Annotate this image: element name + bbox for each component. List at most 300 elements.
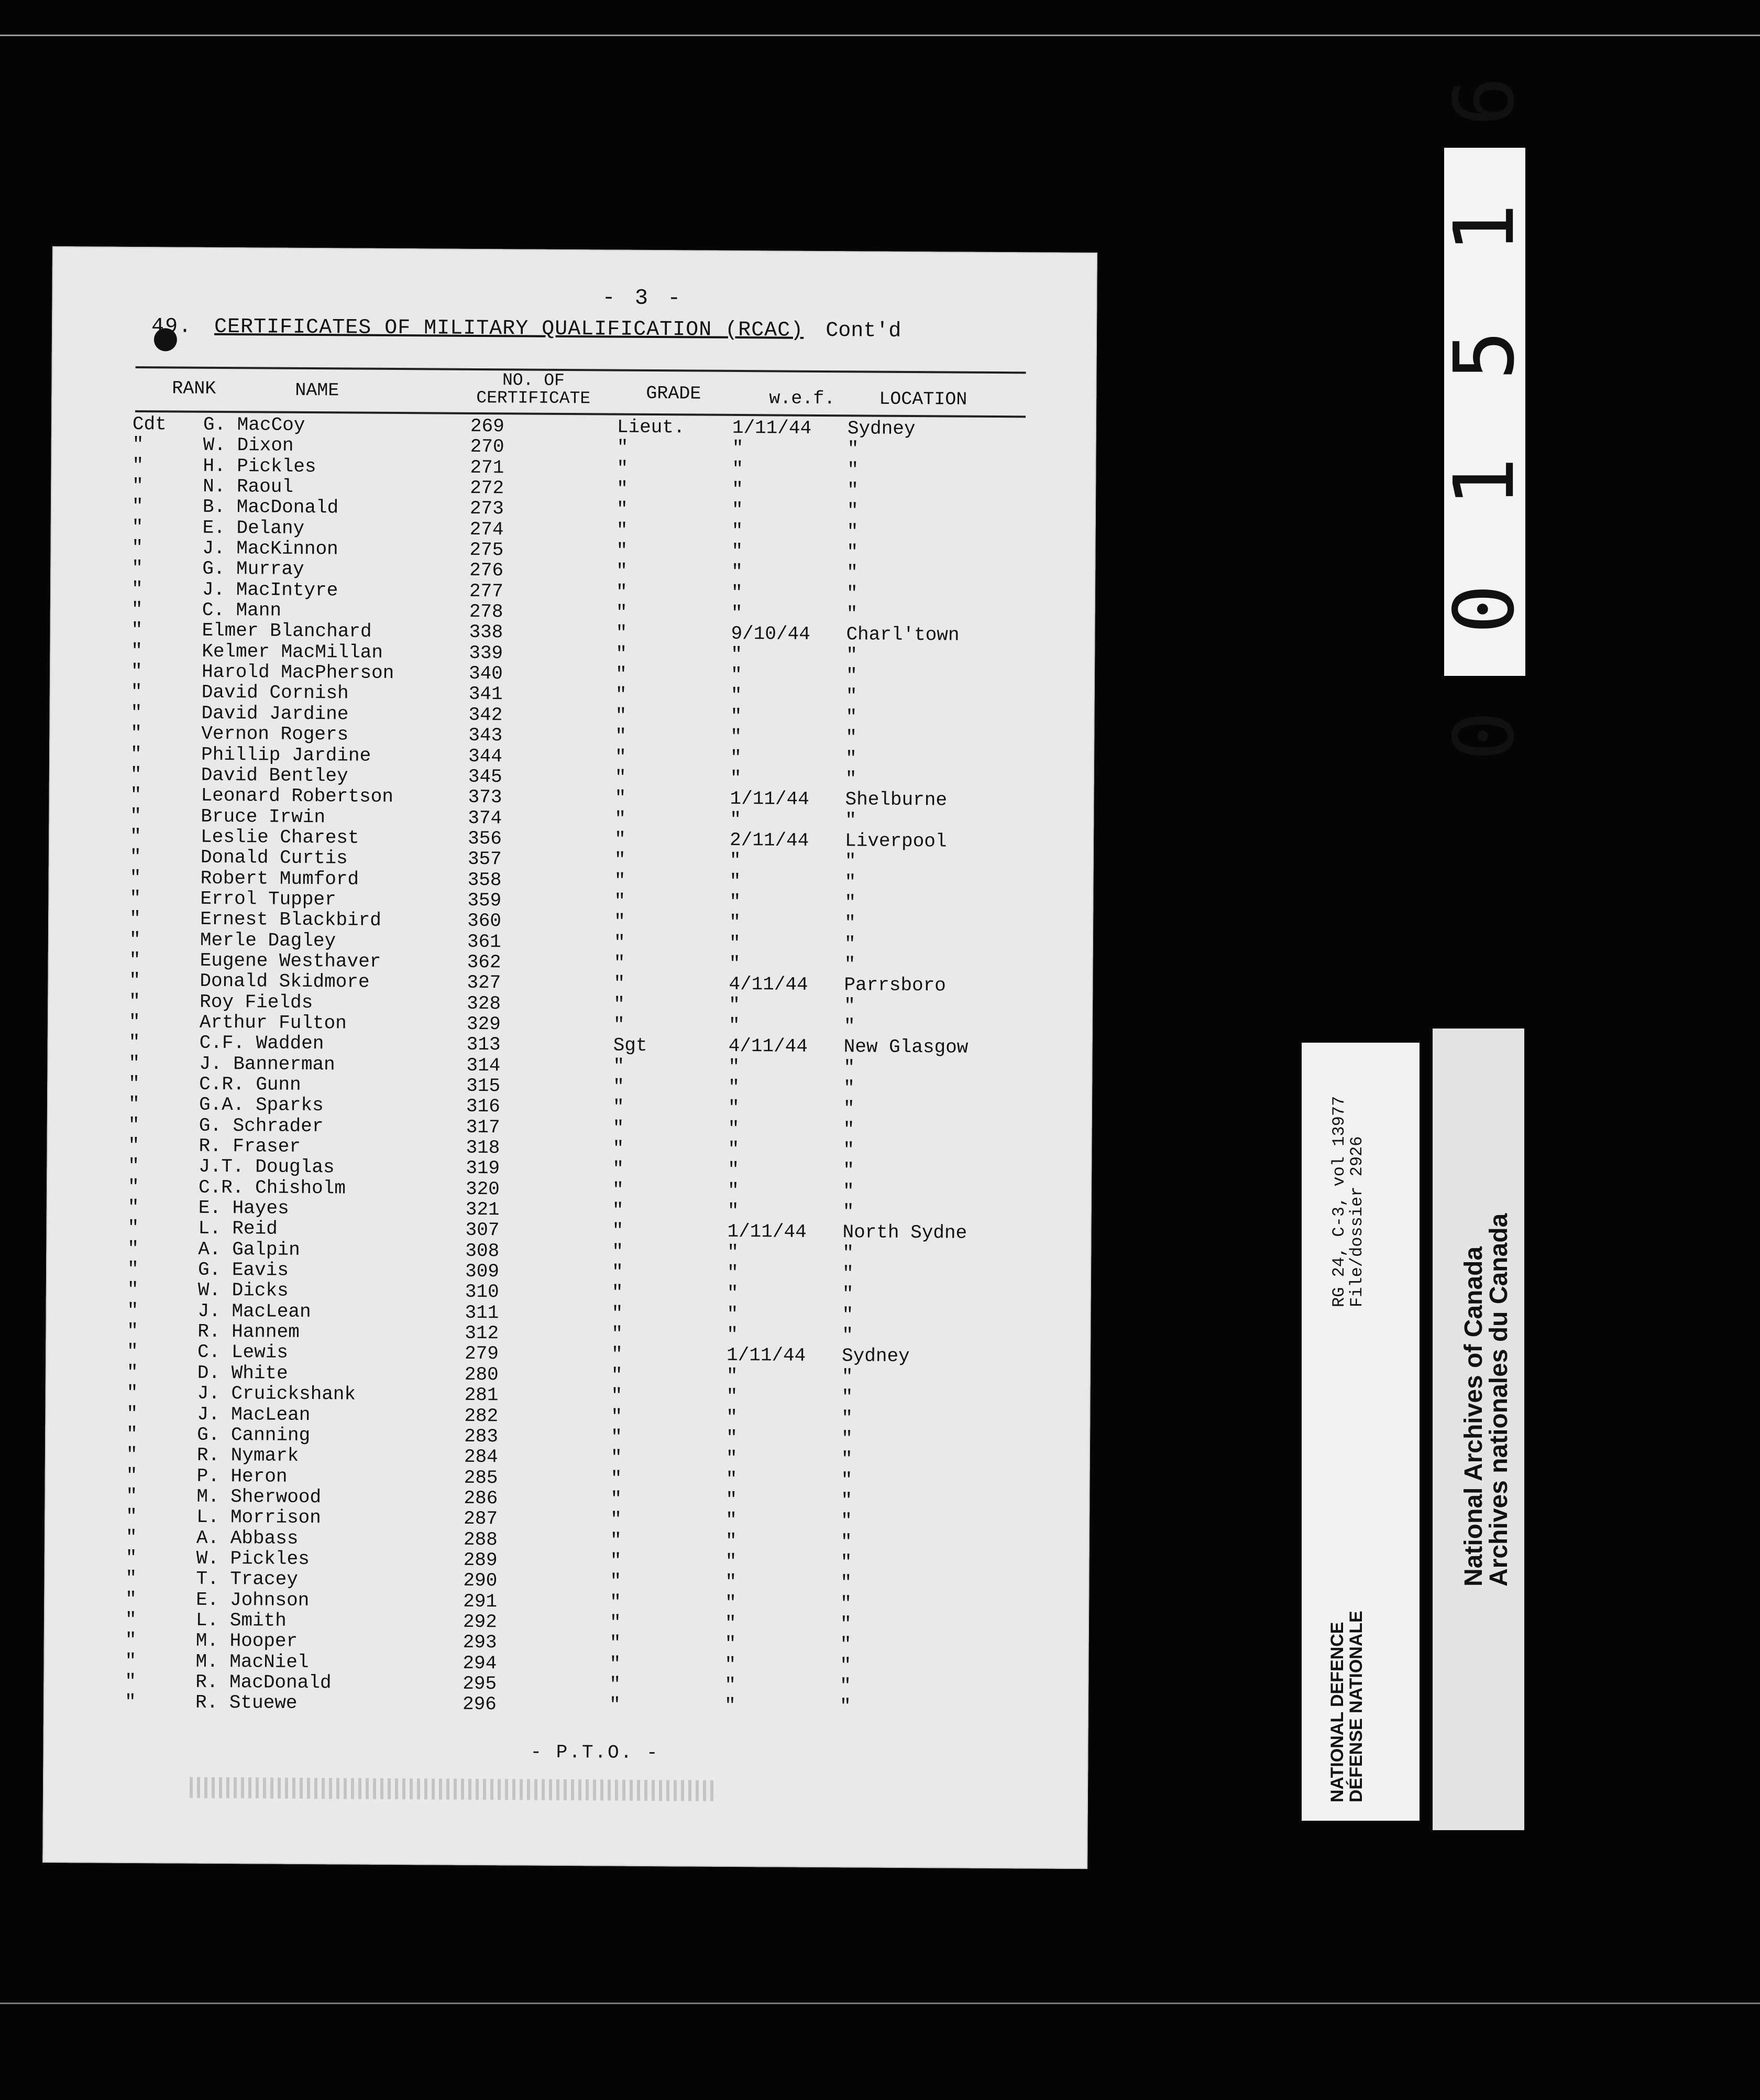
location-cell: " — [844, 871, 856, 893]
grade-cell: " — [613, 1055, 625, 1077]
certificate-cell: 356 — [467, 827, 502, 850]
wef-cell: " — [731, 643, 742, 665]
location-cell: " — [842, 1304, 854, 1326]
rank-cell: " — [129, 867, 141, 889]
location-cell: " — [841, 1428, 853, 1450]
file-reference-line1: RG 24, C-3, vol 13977 — [1329, 1096, 1349, 1307]
name-cell: Donald Skidmore — [200, 970, 370, 993]
name-cell: Ernest Blackbird — [200, 908, 381, 932]
bleed-through-smudge — [190, 1777, 713, 1801]
certificate-cell: 294 — [463, 1652, 497, 1674]
name-cell: G. Eavis — [197, 1259, 289, 1281]
rank-cell: " — [125, 1526, 137, 1548]
rank-cell: " — [128, 1134, 140, 1157]
grade-cell: " — [612, 1220, 624, 1242]
wef-cell: " — [724, 1612, 736, 1634]
location-cell: Sydney — [847, 418, 916, 440]
name-cell: C. Lewis — [197, 1341, 289, 1364]
certificate-cell: 289 — [463, 1549, 498, 1571]
certificate-cell: 310 — [465, 1281, 499, 1303]
certificate-table-body — [43, 413, 969, 1718]
certificate-cell: 314 — [466, 1054, 501, 1076]
certificate-cell: 277 — [469, 580, 503, 603]
certificate-cell: 296 — [462, 1693, 497, 1715]
name-cell: C.R. Chisholm — [198, 1176, 346, 1199]
grade-cell: " — [617, 457, 629, 479]
location-cell: " — [842, 1201, 854, 1223]
name-cell: R. Stuewe — [195, 1692, 298, 1714]
name-cell: E. Johnson — [196, 1589, 310, 1611]
rank-cell: " — [129, 846, 141, 868]
wef-cell: " — [727, 1241, 739, 1263]
grade-cell: " — [616, 540, 628, 562]
grade-cell: " — [611, 1282, 623, 1304]
grade-cell: " — [610, 1447, 622, 1469]
name-cell: J. MacKinnon — [202, 537, 338, 560]
location-cell: " — [840, 1551, 852, 1573]
location-cell: " — [845, 685, 857, 707]
wef-cell: 1/11/44 — [726, 1344, 806, 1367]
wef-cell: " — [727, 1179, 739, 1201]
rank-cell: " — [127, 1196, 139, 1219]
location-cell: " — [841, 1510, 852, 1532]
rank-cell: " — [130, 784, 142, 806]
location-cell: " — [843, 1098, 855, 1120]
location-cell: " — [842, 1263, 854, 1285]
name-cell: M. Sherwood — [196, 1485, 322, 1508]
wef-cell: " — [726, 1365, 738, 1387]
name-cell: C.R. Gunn — [199, 1073, 301, 1096]
location-cell: Shelburne — [845, 789, 948, 811]
rank-cell: " — [128, 1032, 140, 1054]
certificate-cell: 342 — [468, 704, 503, 726]
grade-cell: " — [609, 1612, 621, 1634]
rank-cell: " — [127, 1320, 139, 1342]
rank-cell: " — [130, 763, 142, 785]
wef-cell: " — [728, 1076, 740, 1099]
wef-cell: " — [731, 520, 743, 542]
location-cell: " — [843, 1139, 855, 1161]
wef-cell: " — [730, 767, 742, 789]
grade-cell: " — [614, 808, 626, 830]
wef-cell: " — [730, 726, 742, 748]
wef-cell: " — [724, 1654, 736, 1676]
national-archives-text — [1461, 1213, 1512, 1587]
certificate-cell: 313 — [466, 1034, 501, 1056]
wef-cell: " — [731, 561, 743, 583]
wef-cell: " — [725, 1448, 738, 1470]
name-cell: G.A. Sparks — [199, 1094, 324, 1117]
col-header-certificate-line2: CERTIFICATE — [476, 388, 591, 409]
section-heading — [151, 315, 901, 343]
name-cell: M. MacNiel — [195, 1650, 309, 1673]
name-cell: Harold MacPherson — [201, 661, 394, 684]
rank-cell: " — [132, 434, 144, 456]
wef-cell: " — [731, 540, 743, 563]
grade-cell: " — [616, 560, 628, 583]
name-cell: E. Hayes — [198, 1197, 289, 1219]
grade-cell: " — [614, 870, 626, 892]
grade-cell: " — [609, 1674, 621, 1696]
location-cell: North Sydne — [842, 1221, 967, 1244]
grade-cell: " — [614, 849, 626, 871]
grade-cell: " — [614, 767, 626, 789]
location-cell: " — [846, 644, 857, 666]
grade-cell: " — [615, 643, 628, 665]
location-cell: Charl'town — [846, 624, 960, 647]
certificate-cell: 284 — [464, 1446, 498, 1468]
certificate-cell: 279 — [464, 1343, 499, 1365]
location-cell: " — [843, 1118, 855, 1141]
certificate-cell: 341 — [468, 683, 503, 705]
rank-cell: " — [129, 908, 141, 930]
grade-cell: " — [611, 1385, 623, 1407]
col-header-certificate-line1: NO. OF — [502, 370, 565, 390]
certificate-cell: 312 — [465, 1322, 499, 1344]
rank-cell: " — [130, 661, 142, 683]
page-footer: - P.T.O. - — [530, 1741, 659, 1764]
wef-cell: " — [725, 1468, 738, 1490]
location-cell: " — [847, 479, 859, 501]
frame-number-strip — [1436, 62, 1533, 761]
grade-cell: " — [611, 1303, 623, 1325]
name-cell: Leonard Robertson — [201, 784, 393, 808]
wef-cell: " — [730, 808, 742, 830]
rank-cell: " — [126, 1464, 138, 1486]
section-title: CERTIFICATES OF MILITARY QUALIFICATION (RCAC) — [214, 315, 804, 343]
certificate-cell: 329 — [466, 1013, 501, 1035]
wef-cell: " — [729, 953, 741, 975]
location-cell: " — [847, 438, 859, 460]
col-header-rank: RANK — [172, 378, 216, 399]
name-cell: P. Heron — [196, 1465, 288, 1488]
grade-cell: " — [610, 1468, 622, 1490]
grade-cell: " — [610, 1529, 622, 1551]
name-cell: Arthur Fulton — [199, 1011, 347, 1034]
certificate-cell: 320 — [465, 1178, 500, 1200]
grade-cell: " — [613, 993, 625, 1015]
certificate-cell: 273 — [469, 498, 504, 520]
rank-cell: " — [127, 1259, 139, 1281]
wef-cell: " — [727, 1324, 739, 1346]
location-cell: " — [841, 1407, 853, 1429]
rank-cell: " — [127, 1176, 139, 1198]
wef-cell: 9/10/44 — [731, 623, 810, 646]
grade-cell: " — [610, 1570, 622, 1592]
rank-cell: " — [129, 990, 140, 1012]
name-cell: R. Nymark — [196, 1444, 299, 1467]
certificate-cell: 361 — [467, 931, 501, 953]
grade-cell: " — [616, 519, 628, 541]
rank-cell: " — [125, 1547, 137, 1569]
wef-cell: " — [725, 1489, 738, 1511]
rank-cell: " — [131, 537, 144, 559]
grade-cell: " — [615, 725, 627, 747]
location-cell: " — [844, 850, 856, 872]
location-cell: " — [840, 1592, 852, 1614]
col-header-wef: w.e.f. — [769, 388, 835, 410]
certificate-cell: 373 — [468, 786, 502, 808]
rank-cell: " — [126, 1444, 138, 1466]
rank-cell: " — [131, 557, 143, 579]
name-cell: E. Delany — [202, 517, 305, 539]
location-cell: " — [846, 541, 859, 563]
certificate-cell: 287 — [464, 1508, 498, 1530]
grade-cell: " — [614, 828, 626, 850]
wef-cell: " — [730, 705, 742, 727]
rank-cell: " — [127, 1238, 139, 1260]
col-header-grade: GRADE — [646, 382, 701, 404]
grade-cell: " — [612, 1138, 624, 1160]
location-cell: " — [841, 1366, 853, 1388]
location-cell: " — [840, 1613, 852, 1635]
rank-cell: " — [128, 1093, 140, 1115]
certificate-cell: 295 — [463, 1672, 497, 1695]
wef-cell: " — [724, 1695, 736, 1717]
location-cell: " — [845, 727, 857, 749]
wef-cell: " — [728, 1118, 740, 1140]
name-cell: Phillip Jardine — [201, 743, 371, 767]
certificate-cell: 292 — [463, 1611, 497, 1633]
col-header-name: NAME — [295, 379, 339, 401]
rank-cell: " — [126, 1423, 138, 1445]
certificate-cell: 283 — [464, 1425, 499, 1448]
wef-cell: " — [726, 1406, 738, 1428]
rank-cell: " — [126, 1382, 138, 1404]
rank-cell: " — [132, 475, 144, 497]
name-cell: B. MacDonald — [202, 496, 339, 519]
grade-cell: " — [611, 1323, 623, 1345]
grade-cell: " — [615, 581, 628, 603]
wef-cell: " — [729, 850, 741, 872]
wef-cell: " — [730, 664, 742, 686]
location-cell: " — [842, 1283, 854, 1305]
wef-cell: " — [728, 1097, 740, 1119]
wef-cell: 1/11/44 — [727, 1221, 807, 1243]
location-cell: " — [843, 1056, 855, 1079]
rank-cell: " — [131, 619, 143, 641]
rank-cell: " — [124, 1691, 136, 1713]
grade-cell: " — [615, 601, 628, 624]
name-cell: David Cornish — [201, 682, 349, 704]
name-cell: Eugene Westhaver — [200, 949, 381, 972]
rank-cell: " — [125, 1588, 137, 1610]
grade-cell: " — [611, 1426, 622, 1448]
wef-cell: " — [728, 1056, 740, 1078]
certificate-cell: 308 — [465, 1240, 500, 1262]
grade-cell: " — [611, 1261, 623, 1283]
certificate-cell: 307 — [465, 1219, 500, 1241]
certificate-cell: 339 — [469, 642, 503, 664]
location-cell: " — [840, 1654, 852, 1676]
rank-cell: " — [127, 1279, 139, 1301]
name-cell: D. White — [197, 1362, 288, 1384]
name-cell: L. Reid — [198, 1218, 278, 1240]
grade-cell: " — [613, 1076, 624, 1098]
grade-cell: " — [615, 684, 627, 706]
rank-cell: " — [126, 1506, 137, 1528]
certificate-cell: 317 — [466, 1116, 500, 1138]
location-cell: " — [842, 1180, 854, 1202]
frame-number: 0 0 1 5 1 6 — [1436, 62, 1533, 761]
name-cell: G. MacCoy — [203, 413, 305, 436]
wef-cell: " — [730, 747, 742, 769]
certificate-cell: 274 — [469, 518, 504, 540]
location-cell: " — [846, 520, 859, 543]
rank-cell: " — [125, 1609, 137, 1631]
rank-cell: " — [129, 928, 141, 950]
location-cell: Liverpool — [844, 830, 947, 852]
wef-cell: " — [731, 603, 743, 625]
rank-cell: " — [125, 1629, 137, 1651]
wef-cell: " — [725, 1592, 736, 1614]
rank-cell: " — [131, 516, 144, 538]
certificate-cell: 374 — [468, 807, 502, 829]
location-cell: " — [842, 1325, 854, 1347]
location-cell: " — [844, 892, 856, 914]
grade-cell: " — [615, 622, 628, 644]
rank-cell: " — [131, 599, 143, 621]
grade-cell: " — [609, 1653, 621, 1675]
certificate-cell: 309 — [465, 1260, 500, 1283]
certificate-cell: 362 — [467, 951, 501, 974]
rank-cell: Cdt — [132, 413, 167, 435]
file-reference-line2: File/dossier 2926 — [1347, 1136, 1367, 1307]
rank-cell: " — [129, 825, 141, 847]
name-cell: Kelmer MacMillan — [202, 640, 383, 663]
grade-cell: Sgt — [613, 1034, 647, 1057]
wef-cell: " — [726, 1386, 738, 1408]
location-cell: " — [841, 1386, 853, 1408]
rank-cell: " — [125, 1568, 137, 1590]
grade-cell: " — [612, 1117, 624, 1139]
wef-cell: " — [727, 1283, 739, 1305]
section-continued: Cont'd — [826, 319, 901, 343]
certificate-cell: 311 — [465, 1301, 499, 1324]
name-cell: R. Fraser — [199, 1135, 301, 1157]
certificate-cell: 319 — [466, 1157, 500, 1179]
grade-cell: " — [610, 1488, 622, 1510]
location-cell: " — [840, 1634, 852, 1656]
wef-cell: " — [724, 1633, 736, 1655]
certificate-cell: 328 — [467, 992, 501, 1014]
rank-cell: " — [131, 640, 143, 662]
name-cell: J.T. Douglas — [199, 1156, 335, 1178]
rank-cell: " — [125, 1650, 137, 1672]
name-cell: Donald Curtis — [200, 846, 348, 869]
grade-cell: " — [617, 436, 629, 459]
rank-cell: " — [129, 949, 141, 971]
rank-cell: " — [126, 1361, 138, 1383]
wef-cell: " — [725, 1510, 737, 1532]
location-cell: Parrsboro — [844, 974, 946, 997]
name-cell: W. Dixon — [203, 434, 294, 457]
grade-cell: " — [613, 932, 625, 954]
name-cell: Robert Mumford — [200, 867, 359, 890]
certificate-cell: 280 — [464, 1363, 499, 1386]
certificate-cell: 357 — [467, 848, 502, 870]
rank-cell: " — [129, 887, 141, 909]
location-cell: New Glasgow — [843, 1036, 969, 1059]
name-cell: W. Pickles — [196, 1547, 310, 1570]
location-cell: " — [845, 809, 857, 831]
national-archives-label — [1433, 1029, 1524, 1830]
name-cell: T. Tracey — [196, 1568, 299, 1591]
wef-cell: " — [730, 685, 742, 707]
location-cell: " — [843, 1015, 855, 1037]
wef-cell: " — [728, 1014, 740, 1037]
rank-cell: " — [126, 1403, 138, 1425]
name-cell: G. Schrader — [199, 1114, 324, 1137]
location-cell: " — [840, 1675, 851, 1697]
grade-cell: " — [609, 1694, 621, 1716]
name-cell: J. MacIntyre — [202, 578, 338, 601]
certificate-cell: 270 — [470, 436, 504, 458]
name-cell: David Bentley — [201, 764, 348, 787]
wef-cell: " — [727, 1262, 739, 1284]
rank-cell: " — [128, 1052, 140, 1074]
rank-cell: " — [125, 1670, 137, 1692]
certificate-cell: 269 — [470, 415, 504, 438]
rank-cell: " — [130, 805, 142, 827]
location-cell: " — [841, 1490, 853, 1512]
location-cell: " — [847, 458, 859, 481]
certificate-cell: 290 — [463, 1570, 498, 1592]
rank-cell: " — [132, 454, 144, 476]
wef-cell: " — [729, 870, 741, 892]
national-archives-line2: Archives nationales du Canada — [1485, 1213, 1513, 1587]
grade-cell: " — [615, 705, 627, 727]
certificate-cell: 340 — [468, 662, 503, 685]
grade-cell: " — [616, 498, 628, 521]
certificate-cell: 281 — [464, 1384, 499, 1406]
document-page — [42, 246, 1097, 1869]
certificate-cell: 282 — [464, 1405, 499, 1427]
wef-cell: " — [731, 499, 743, 521]
national-defence-line2: DÉFENSE NATIONALE — [1346, 1611, 1366, 1802]
name-cell: R. MacDonald — [195, 1671, 332, 1694]
certificate-cell: 285 — [464, 1467, 498, 1489]
rank-cell: " — [130, 702, 142, 724]
grade-cell: " — [614, 787, 626, 809]
name-cell: L. Morrison — [196, 1506, 321, 1529]
grade-cell: " — [612, 1179, 624, 1201]
wef-cell: " — [727, 1303, 739, 1325]
wef-cell: " — [732, 478, 743, 501]
name-cell: J. MacLean — [197, 1403, 311, 1426]
grade-cell: " — [615, 663, 627, 685]
grade-cell: " — [612, 1241, 624, 1263]
grade-cell: " — [614, 746, 626, 768]
rank-cell: " — [128, 1011, 140, 1033]
wef-cell: " — [729, 994, 740, 1016]
grade-cell: " — [613, 952, 625, 974]
location-cell: " — [845, 747, 857, 769]
grade-cell: Lieut. — [617, 416, 685, 439]
certificate-cell: 343 — [468, 725, 503, 747]
name-cell: Elmer Blanchard — [202, 620, 372, 643]
wef-cell: " — [731, 582, 743, 604]
rank-cell: " — [129, 970, 141, 992]
location-cell: " — [845, 706, 857, 728]
name-cell: L. Smith — [195, 1609, 287, 1632]
certificate-cell: 278 — [469, 600, 503, 623]
grade-cell: " — [614, 911, 625, 933]
rank-cell: " — [127, 1299, 139, 1321]
location-cell: " — [846, 583, 858, 605]
wef-cell: " — [724, 1674, 736, 1696]
name-cell: Merle Dagley — [200, 929, 336, 951]
